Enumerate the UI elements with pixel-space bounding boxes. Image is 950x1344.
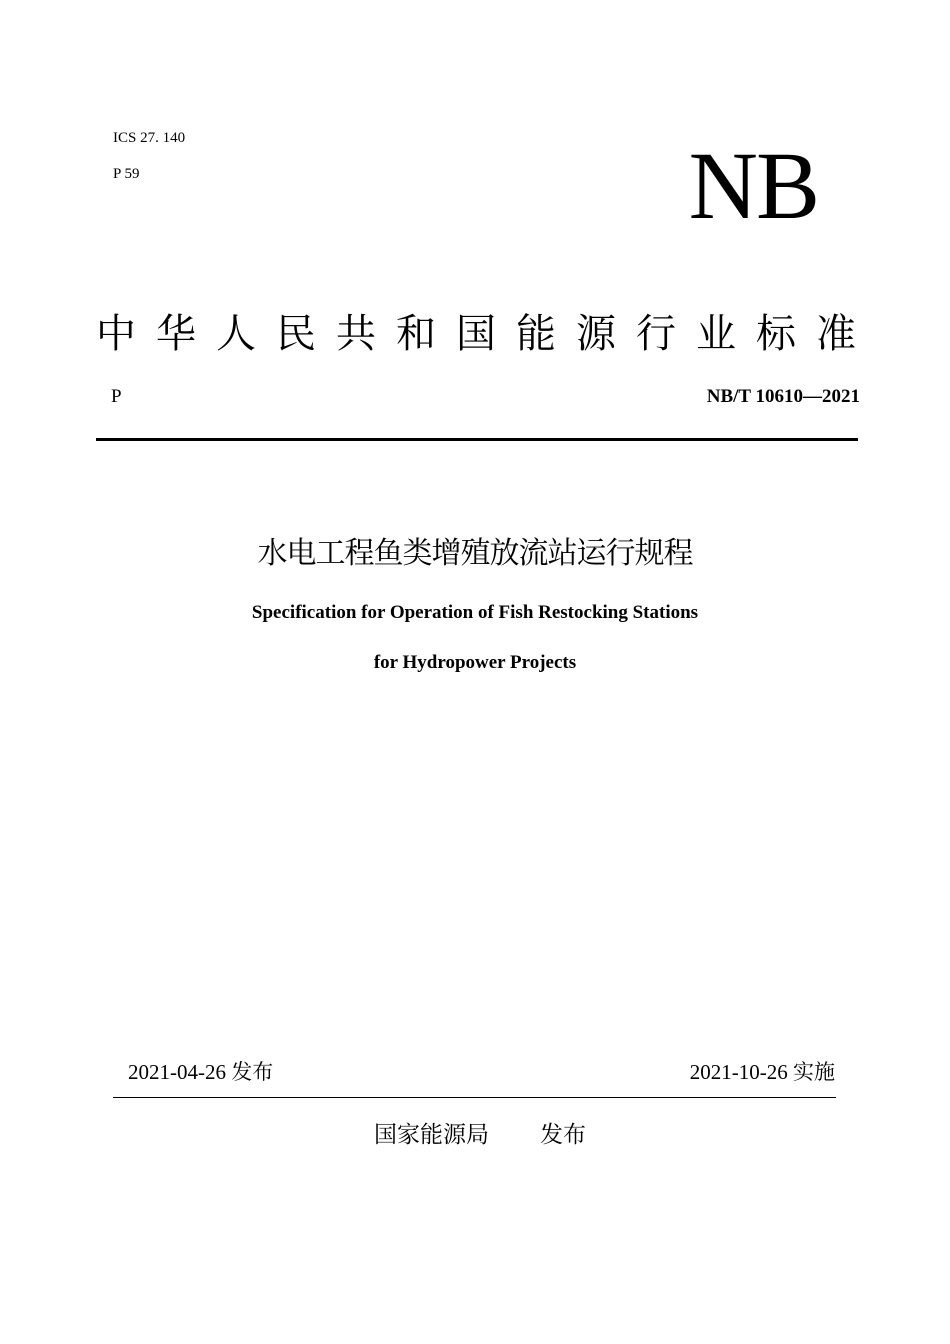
publish-label: 发布 <box>540 1122 586 1148</box>
ccs-code: P 59 <box>113 166 140 182</box>
title-english-line1: Specification for Operation of Fish Restocking Stations <box>251 602 699 623</box>
agency-char: 中 <box>96 311 136 357</box>
issue-date: 2021-04-26 发布 <box>128 1060 274 1084</box>
agency-title <box>96 312 856 356</box>
ics-code: ICS 27. 140 <box>113 130 186 146</box>
agency-char: 源 <box>576 311 616 357</box>
nb-logo: NB <box>688 132 818 239</box>
agency-char: 共 <box>336 311 376 357</box>
agency-char: 民 <box>276 311 316 357</box>
title-chinese: 水电工程鱼类增殖放流站运行规程 <box>257 536 693 571</box>
agency-char: 人 <box>216 311 256 357</box>
agency-char: 能 <box>516 311 556 357</box>
footer-divider <box>113 1097 836 1098</box>
standard-number: NB/T 10610—2021 <box>706 386 860 407</box>
classification-code: P <box>111 386 122 407</box>
implementation-date: 2021-10-26 实施 <box>689 1060 835 1084</box>
agency-char: 行 <box>636 311 676 357</box>
agency-char: 标 <box>756 311 796 357</box>
title-english-line2: for Hydropower Projects <box>373 652 577 673</box>
agency-char: 准 <box>816 311 856 357</box>
agency-char: 和 <box>396 311 436 357</box>
agency-char: 业 <box>696 311 736 357</box>
agency-char: 华 <box>156 311 196 357</box>
header-divider <box>96 438 858 441</box>
publisher-name: 国家能源局 <box>374 1122 489 1148</box>
agency-char: 国 <box>456 311 496 357</box>
